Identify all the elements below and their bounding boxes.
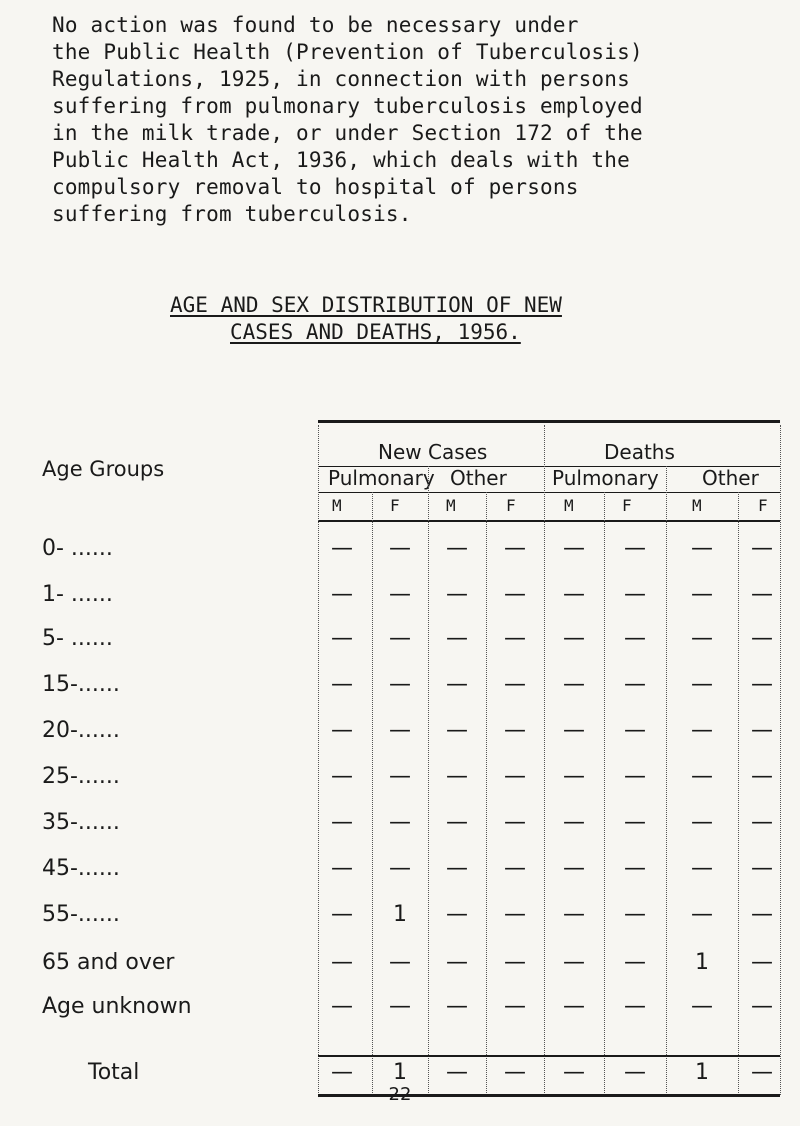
row-label: 65 and over: [42, 950, 175, 975]
cell: —: [624, 672, 646, 697]
cell: —: [691, 582, 713, 607]
cell: —: [446, 950, 468, 975]
cell: —: [331, 950, 353, 975]
cell: —: [563, 718, 585, 743]
cell: —: [504, 672, 526, 697]
column-separator: [486, 492, 487, 1095]
sex-f: F: [758, 496, 768, 515]
cell: —: [624, 582, 646, 607]
cell: —: [751, 764, 773, 789]
cell: —: [751, 718, 773, 743]
total-cell: —: [624, 1060, 646, 1085]
row-label: 0- ......: [42, 536, 113, 561]
cell: —: [563, 950, 585, 975]
cell: —: [504, 950, 526, 975]
row-label: 55-......: [42, 902, 120, 927]
cell: —: [389, 672, 411, 697]
cell: —: [504, 764, 526, 789]
table-top-rule: [318, 420, 780, 423]
cell: —: [691, 672, 713, 697]
cell: —: [624, 626, 646, 651]
sex-m: M: [692, 496, 702, 515]
sex-f: F: [622, 496, 632, 515]
intro-paragraph: [52, 12, 752, 228]
cell: —: [389, 856, 411, 881]
cell: —: [563, 856, 585, 881]
sub-deaths-pulmonary: Pulmonary: [552, 466, 659, 490]
cell: —: [389, 950, 411, 975]
cell: —: [446, 994, 468, 1019]
row-label: 45-......: [42, 856, 120, 881]
cell: —: [446, 902, 468, 927]
row-label: 5- ......: [42, 626, 113, 651]
cell: —: [691, 994, 713, 1019]
total-cell: 1: [695, 1060, 709, 1085]
cell: —: [446, 626, 468, 651]
cell: —: [751, 994, 773, 1019]
cell: —: [563, 672, 585, 697]
cell: 1: [393, 902, 407, 927]
sub-new-pulmonary: Pulmonary: [328, 466, 435, 490]
paragraph-line: No action was found to be necessary under: [52, 13, 579, 37]
total-cell: —: [331, 1060, 353, 1085]
cell: —: [751, 950, 773, 975]
cell: —: [504, 718, 526, 743]
row-label: 1- ......: [42, 582, 113, 607]
row-label: 25-......: [42, 764, 120, 789]
cell: —: [563, 626, 585, 651]
cell: —: [389, 582, 411, 607]
cell: —: [624, 718, 646, 743]
sex-f: F: [506, 496, 516, 515]
row-label: Age unknown: [42, 994, 192, 1019]
cell: —: [563, 764, 585, 789]
cell: —: [446, 582, 468, 607]
cell: —: [504, 994, 526, 1019]
cell: —: [624, 902, 646, 927]
cell: —: [504, 810, 526, 835]
group-new-cases: New Cases: [378, 440, 488, 464]
cell: —: [331, 856, 353, 881]
page-number: -22-: [382, 1084, 418, 1105]
row-label: 20-......: [42, 718, 120, 743]
cell: —: [331, 626, 353, 651]
cell: —: [446, 856, 468, 881]
cell: —: [446, 672, 468, 697]
cell: —: [389, 536, 411, 561]
sub-deaths-other: Other: [702, 466, 759, 490]
cell: —: [446, 764, 468, 789]
column-separator: [604, 492, 605, 1095]
cell: —: [504, 582, 526, 607]
cell: —: [624, 764, 646, 789]
cell: —: [691, 902, 713, 927]
cell: —: [446, 536, 468, 561]
cell: —: [691, 810, 713, 835]
column-separator: [428, 466, 429, 1095]
sex-f: F: [390, 496, 400, 515]
group-deaths: Deaths: [604, 440, 675, 464]
paragraph-line: suffering from pulmonary tuberculosis employed: [52, 94, 643, 118]
cell: —: [504, 856, 526, 881]
cell: —: [446, 810, 468, 835]
cell: —: [389, 626, 411, 651]
title-line-2: CASES AND DEATHS, 1956.: [230, 320, 521, 344]
cell: —: [331, 810, 353, 835]
cell: —: [331, 536, 353, 561]
total-cell: —: [446, 1060, 468, 1085]
row-label: 35-......: [42, 810, 120, 835]
cell: 1: [695, 950, 709, 975]
cell: —: [691, 764, 713, 789]
cell: —: [389, 764, 411, 789]
cell: —: [691, 536, 713, 561]
cell: —: [446, 718, 468, 743]
cell: —: [691, 626, 713, 651]
column-separator: [372, 492, 373, 1095]
paragraph-line: compulsory removal to hospital of persons: [52, 175, 579, 199]
paragraph-line: suffering from tuberculosis.: [52, 202, 412, 226]
column-separator: [544, 425, 545, 1095]
paragraph-line: Public Health Act, 1936, which deals with the: [52, 148, 630, 172]
cell: —: [751, 536, 773, 561]
cell: —: [563, 810, 585, 835]
paragraph-line: Regulations, 1925, in connection with persons: [52, 67, 630, 91]
title-line-1: AGE AND SEX DISTRIBUTION OF NEW: [170, 293, 562, 317]
paragraph-line: in the milk trade, or under Section 172 of the: [52, 121, 643, 145]
cell: —: [563, 902, 585, 927]
cell: —: [691, 718, 713, 743]
cell: —: [563, 582, 585, 607]
sex-m: M: [446, 496, 456, 515]
cell: —: [504, 536, 526, 561]
cell: —: [563, 536, 585, 561]
total-label: Total: [88, 1060, 140, 1085]
cell: —: [751, 902, 773, 927]
cell: —: [331, 902, 353, 927]
cell: —: [624, 856, 646, 881]
cell: —: [624, 994, 646, 1019]
sub-new-other: Other: [450, 466, 507, 490]
cell: —: [331, 764, 353, 789]
cell: —: [331, 994, 353, 1019]
total-cell: —: [751, 1060, 773, 1085]
cell: —: [751, 582, 773, 607]
cell: —: [504, 626, 526, 651]
cell: —: [751, 672, 773, 697]
sex-m: M: [332, 496, 342, 515]
total-cell: —: [563, 1060, 585, 1085]
total-cell: 1: [393, 1060, 407, 1085]
table-title: [170, 292, 730, 346]
sex-m: M: [564, 496, 574, 515]
cell: —: [389, 718, 411, 743]
cell: —: [389, 994, 411, 1019]
cell: —: [624, 810, 646, 835]
cell: —: [691, 856, 713, 881]
age-groups-header: Age Groups: [42, 457, 165, 481]
cell: —: [624, 950, 646, 975]
column-separator: [738, 492, 739, 1095]
paragraph-line: the Public Health (Prevention of Tuberculosis): [52, 40, 643, 64]
cell: —: [331, 672, 353, 697]
subgroup-rule: [318, 492, 780, 493]
cell: —: [504, 902, 526, 927]
cell: —: [751, 626, 773, 651]
cell: —: [331, 718, 353, 743]
cell: —: [563, 994, 585, 1019]
cell: —: [389, 810, 411, 835]
cell: —: [331, 582, 353, 607]
cell: —: [624, 536, 646, 561]
column-separator: [666, 466, 667, 1095]
header-bottom-rule: [318, 520, 780, 522]
column-separator: [318, 425, 319, 1095]
total-cell: —: [504, 1060, 526, 1085]
row-label: 15-......: [42, 672, 120, 697]
total-rule: [318, 1055, 780, 1057]
cell: —: [751, 856, 773, 881]
cell: —: [751, 810, 773, 835]
